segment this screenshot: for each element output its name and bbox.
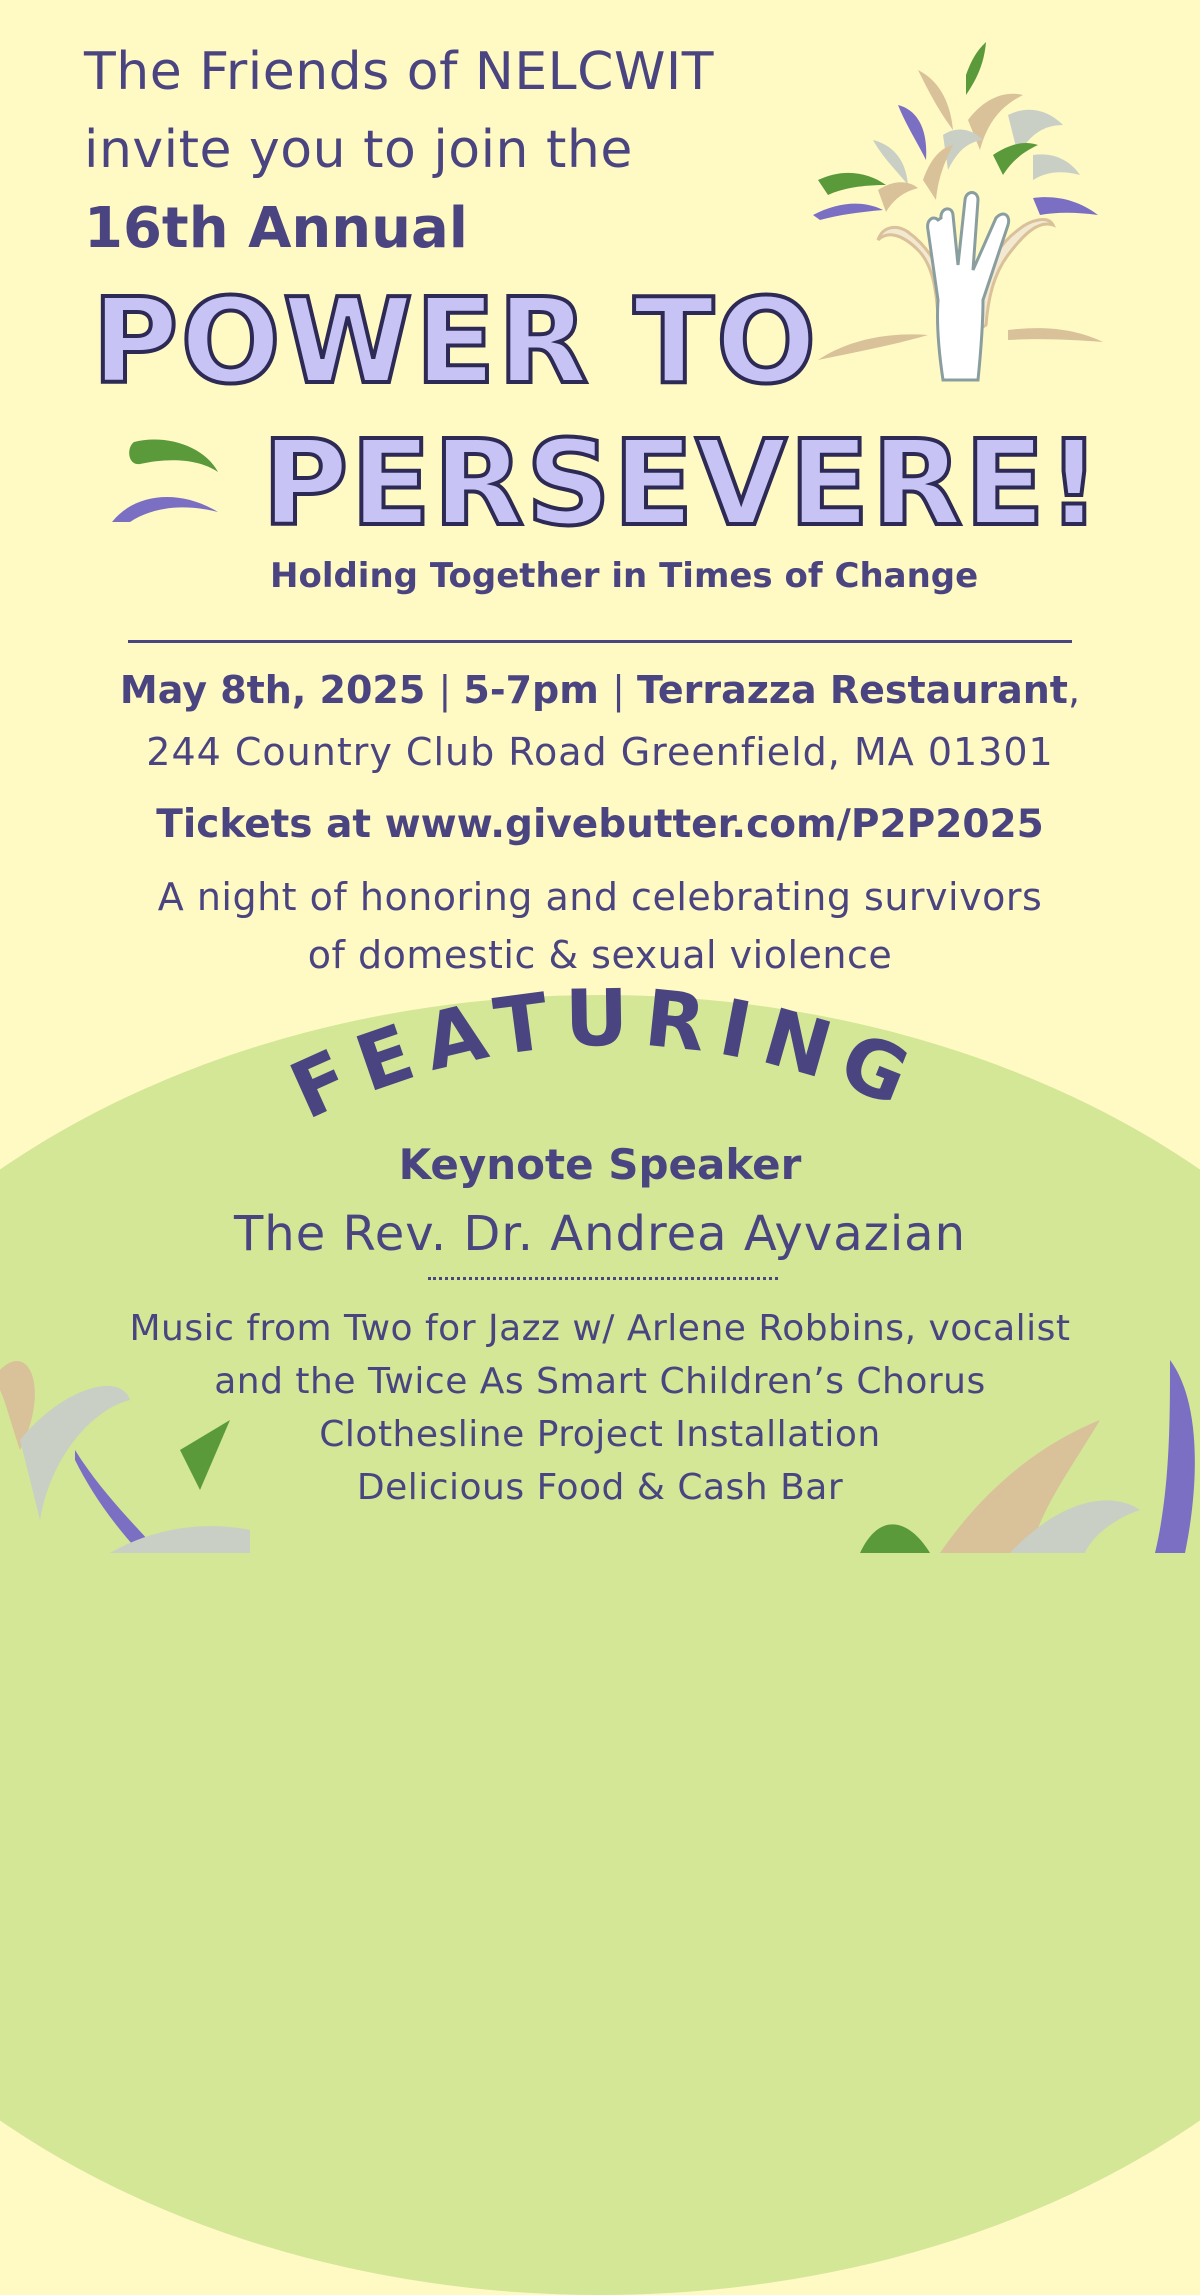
event-date: May 8th, 2025	[119, 668, 426, 712]
description-line-1: A night of honoring and celebrating survivors	[157, 875, 1043, 919]
event-description	[0, 868, 1200, 984]
description-line-2: of domestic & sexual violence	[307, 933, 893, 977]
keynote-name: The Rev. Dr. Andrea Ayvazian	[233, 1206, 967, 1262]
title-line-1: POWER TO	[92, 272, 819, 410]
hands-tree-icon	[808, 40, 1108, 390]
intro-line-2: invite you to join the	[84, 120, 633, 180]
tagline: Holding Together in Times of Change	[270, 556, 979, 596]
comma: ,	[1067, 668, 1081, 712]
list-item: Clothesline Project Installation	[319, 1414, 881, 1455]
featured-items-list	[0, 1302, 1200, 1514]
keynote-label: Keynote Speaker	[398, 1140, 802, 1189]
featuring-text: FEATURING	[277, 973, 934, 1138]
event-address: 244 Country Club Road Greenfield, MA 01301	[146, 730, 1054, 774]
leaf-swoosh-icon	[106, 436, 226, 528]
event-venue: Terrazza Restaurant	[636, 668, 1068, 712]
divider-line	[128, 640, 1072, 643]
list-item: Music from Two for Jazz w/ Arlene Robbins, vocalist	[129, 1308, 1071, 1349]
dotted-divider	[428, 1277, 778, 1280]
list-item: and the Twice As Smart Children’s Chorus	[214, 1361, 986, 1402]
event-time: 5-7pm	[463, 668, 599, 712]
separator: |	[438, 668, 464, 712]
edition-label: 16th Annual	[84, 196, 468, 261]
separator: |	[612, 668, 637, 712]
tickets-link[interactable]: Tickets at www.givebutter.com/P2P2025	[156, 802, 1044, 847]
event-details	[0, 668, 1200, 712]
title-line-2: PERSEVERE!	[262, 414, 1103, 552]
green-panel	[0, 995, 1200, 2295]
list-item: Delicious Food & Cash Bar	[356, 1467, 844, 1508]
intro-line-1: The Friends of NELCWIT	[84, 42, 714, 102]
